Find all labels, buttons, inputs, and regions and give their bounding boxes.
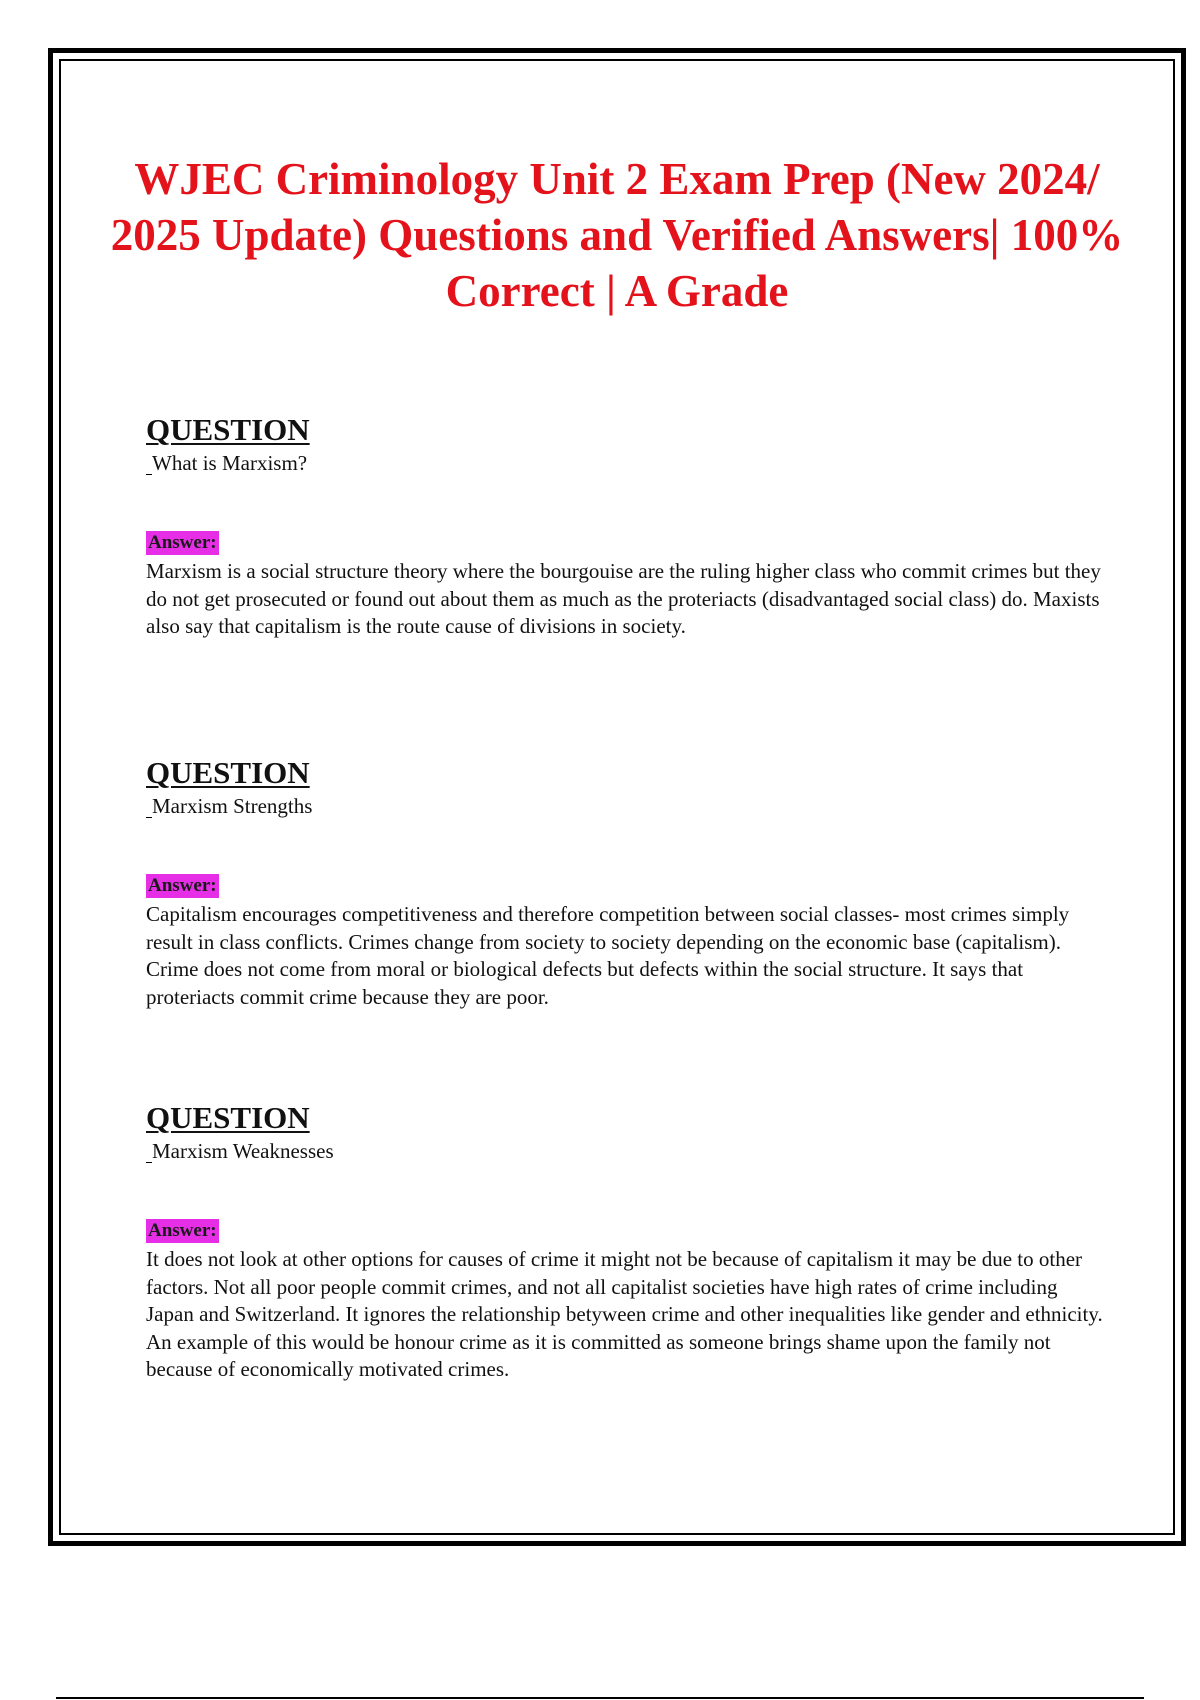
question-heading: QUESTION: [146, 755, 310, 790]
answer-text: It does not look at other options for causes of crime it might not be because of capitalism it may be due to other factors. Not all poor people commit crimes, and not all capitalist societies have high rates of crime including Japan and Switzerland. It ignores the relationship betyween crime and other inequalities like gender and ethnicity. An example of this would be honour crime as it is committed as someone brings shame upon the family not because of economically motivated crimes.: [146, 1247, 1103, 1381]
answer-label: Answer:: [148, 1220, 217, 1241]
document-title: WJEC Criminology Unit 2 Exam Prep (New 2024/ 2025 Update) Questions and Verified Answers| 100% Correct | A Grade: [110, 154, 1124, 316]
qa-item-1: [146, 413, 1106, 641]
question-heading: QUESTION: [146, 412, 310, 447]
footer-divider: [56, 1697, 1144, 1699]
qa-item-2: [146, 756, 1106, 1011]
question-text: What is Marxism?: [146, 449, 1106, 477]
question-text: Marxism Strengths: [146, 792, 1106, 820]
answer-text: Marxism is a social structure theory where the bourgouise are the ruling higher class who commit crimes but they do not get prosecuted or found out about them as much as the proteriacts (disadvantaged social class) do. Maxists also say that capitalism is the route cause of divisions in society.: [146, 559, 1101, 638]
answer-text: Capitalism encourages competitiveness and therefore competition between social classes- most crimes simply result in class conflicts. Crimes change from society to society depending on the economic base (capitalism). Crime does not come from moral or biological defects but defects within the social structure. It says that proteriacts commit crime because they are poor.: [146, 902, 1070, 1009]
question-heading: QUESTION: [146, 1100, 310, 1135]
answer-label: Answer:: [148, 532, 217, 553]
answer-label: Answer:: [148, 875, 217, 896]
question-text: Marxism Weaknesses: [146, 1137, 1106, 1165]
qa-item-3: [146, 1101, 1106, 1384]
page-border: [48, 48, 1186, 1546]
page-inner-border: [59, 59, 1175, 1535]
